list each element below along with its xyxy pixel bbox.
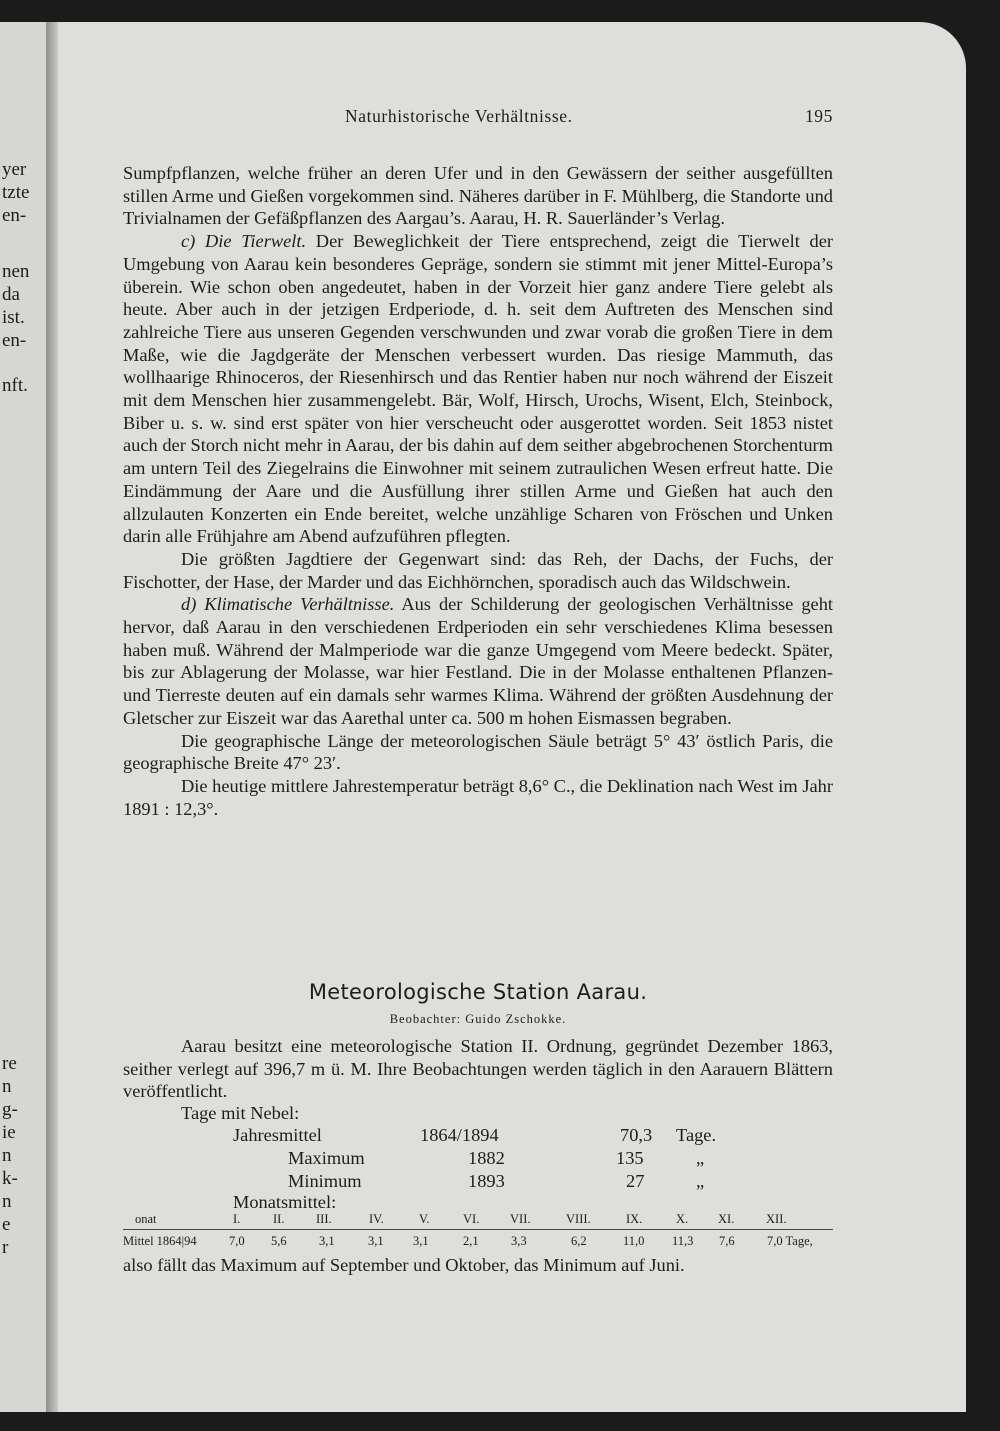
page-number: 195 bbox=[804, 106, 833, 126]
month-header: V. bbox=[419, 1212, 430, 1226]
section-heading-climate: d) Klimatische Verhältnisse. bbox=[181, 594, 395, 615]
prev-page-fragment: k- bbox=[2, 1168, 18, 1189]
fog-label-row bbox=[123, 1103, 833, 1126]
fog-row-period: 1864/1894 bbox=[420, 1125, 499, 1145]
prev-page-fragment: tzte bbox=[2, 182, 30, 203]
month-header: IX. bbox=[626, 1212, 643, 1226]
paragraph-game-animals: Die größten Jagdtiere der Gegenwart sind: das Reh, der Dachs, der Fuchs, der Fischotter, der Hase, der Marder und das Eichhörnchen, sporadisch auch das Wildschwein. bbox=[123, 548, 833, 592]
section-heading-fauna: c) Die Tierwelt. bbox=[181, 231, 307, 252]
station-intro-block bbox=[123, 1035, 833, 1103]
month-header: VI. bbox=[463, 1212, 480, 1226]
prev-page-fragment: n bbox=[2, 1191, 12, 1212]
monthly-label: Monatsmittel: bbox=[233, 1192, 337, 1212]
monthly-row-label: Mittel 1864|94 bbox=[123, 1234, 197, 1248]
fog-row-value: 70,3 bbox=[620, 1125, 653, 1145]
previous-page-edge bbox=[0, 22, 46, 1412]
month-header: VIII. bbox=[566, 1212, 591, 1226]
fog-row bbox=[123, 1171, 833, 1194]
fog-row-unit: Tage. bbox=[676, 1125, 717, 1145]
prev-page-fragment: da bbox=[2, 284, 20, 305]
month-value: 7,6 bbox=[719, 1234, 735, 1248]
book-gutter bbox=[46, 22, 58, 1412]
month-value: 5,6 bbox=[271, 1234, 287, 1248]
fog-row-unit: „ bbox=[696, 1148, 705, 1168]
month-header: X. bbox=[676, 1212, 689, 1226]
month-value: 7,0 Tage, bbox=[767, 1234, 813, 1248]
month-value: 2,1 bbox=[463, 1234, 479, 1248]
fog-row-label: Jahresmittel bbox=[233, 1125, 322, 1145]
monthly-corner-label: onat bbox=[135, 1212, 157, 1226]
prev-page-fragment: r bbox=[2, 1237, 9, 1258]
prev-page-fragment: yer bbox=[2, 159, 27, 180]
conclusion-block bbox=[123, 1254, 833, 1277]
monthly-table-header bbox=[123, 1212, 833, 1230]
paragraph-fauna-text: Der Beweglichkeit der Tiere entsprechend, zeigt die Tierwelt der Umgebung von Aarau kein besonderes Gepräge, sondern sie stimmt mit jener Mittel-Europa’s überein. Wie schon oben angedeutet, haben in der Vorzeit hier ganz andere Tiere gelebt als heute. Aber auch in der jetzigen Erdperiode, d. h. seit dem Auftreten des Menschen sind zahlreiche Tiere aus unseren Gegenden verschwunden und zwar vorab die großen Tiere in dem Maße, wie die Jagdgeräte der Menschen verbessert wurden. Das riesige Mammuth, das wollhaarige Rhinoceros, der Riesenhirsch und das Rentier haben nur noch während der Eiszeit mit dem Menschen hier zusammengelebt. Bär, Wolf, Hirsch, Urochs, Wisent, Elch, Steinbock, Biber u. s. w. sind erst später von hier verscheucht oder ausgerottet worden. Seit 1853 nistet auch der Storch nicht mehr in Aarau, der bis dahin auf dem seither abgebrochenen Storchenturm am untern Teil des Ziegelrains die Einwohner mit seinem zutraulichen Wesen erfreut hatte. Die Eindämmung der Aare und die Ausfüllung ihrer stillen Arme und Gießen hat auch den allzulauten Konzerten ein Ende bereitet, welche unzählige Scharen von Fröschen und Unken darin alle Frühjahre am Abend aufzuführen pflegten. bbox=[123, 231, 833, 547]
prev-page-fragment: ist. bbox=[2, 307, 25, 328]
running-title: Naturhistorische Verhältnisse. bbox=[345, 106, 573, 126]
section-title-station: Meteorologische Station Aarau. bbox=[308, 980, 648, 1004]
paragraph-climate bbox=[123, 593, 833, 729]
table-rule bbox=[123, 1229, 833, 1230]
fog-row-value: 135 bbox=[616, 1148, 644, 1168]
month-value: 3,3 bbox=[511, 1234, 527, 1248]
month-value: 3,1 bbox=[319, 1234, 335, 1248]
month-value: 11,3 bbox=[672, 1234, 694, 1248]
month-value: 7,0 bbox=[229, 1234, 245, 1248]
body-text bbox=[123, 162, 833, 820]
paragraph-temperature: Die heutige mittlere Jahrestemperatur beträgt 8,6° C., die Deklination nach West im Jahr 1891 : 12,3°. bbox=[123, 775, 833, 819]
month-value: 11,0 bbox=[623, 1234, 645, 1248]
month-header: XI. bbox=[718, 1212, 735, 1226]
prev-page-fragment: g- bbox=[2, 1099, 18, 1120]
station-observer: Beobachter: Guido Zschokke. bbox=[389, 1012, 567, 1026]
fog-row bbox=[123, 1148, 833, 1171]
fog-row-value: 27 bbox=[626, 1171, 645, 1191]
prev-page-fragment: en- bbox=[2, 330, 27, 351]
month-value: 3,1 bbox=[413, 1234, 429, 1248]
fog-label: Tage mit Nebel: bbox=[181, 1103, 300, 1123]
paragraph-geography: Die geographische Länge der meteorologischen Säule beträgt 5° 43′ östlich Paris, die geographische Breite 47° 23′. bbox=[123, 730, 833, 774]
paragraph-plants: Sumpfpflanzen, welche früher an deren Ufer und in den Gewässern der seither ausgefüllten stillen Arme und Gießen vorgekommen sind. Näheres darüber in F. Mühlberg, die Standorte und Trivialnamen der Gefäßpflanzen des Aargau’s. Aarau, H. R. Sauerländer’s Verlag. bbox=[123, 163, 833, 229]
prev-page-fragment: en- bbox=[2, 205, 27, 226]
fog-row-label: Minimum bbox=[288, 1171, 362, 1191]
prev-page-fragment: n bbox=[2, 1145, 12, 1166]
prev-page-fragment: re bbox=[2, 1053, 17, 1074]
paragraph-fauna bbox=[123, 230, 833, 548]
month-header: IV. bbox=[369, 1212, 384, 1226]
paragraph-climate-text: Aus der Schilderung der geologischen Verhältnisse geht hervor, daß Aarau in den verschiedenen Erdperioden ein sehr verschiedenes Klima besessen haben muß. Während der Malmperiode war die ganze Umgegend vom Meere bedeckt. Später, bis zur Ablagerung der Molasse, war hier Festland. Die in der Molasse enthaltenen Pflanzen- und Tierreste deuten auf ein damals sehr warmes Klima. Während der größten Ausdehnung der Gletscher zur Eiszeit war das Aarethal unter ca. 500 m hohen Eismassen begraben. bbox=[123, 594, 834, 728]
prev-page-fragment: nen bbox=[2, 261, 30, 282]
month-header: VII. bbox=[510, 1212, 531, 1226]
prev-page-fragment: ie bbox=[2, 1122, 16, 1143]
book-page bbox=[58, 22, 966, 1412]
fog-row-unit: „ bbox=[696, 1171, 705, 1191]
fog-row-label: Maximum bbox=[288, 1148, 365, 1168]
month-value: 3,1 bbox=[368, 1234, 384, 1248]
monthly-table-row bbox=[123, 1234, 833, 1252]
running-head bbox=[123, 106, 833, 130]
prev-page-fragment: e bbox=[2, 1214, 11, 1235]
fog-row-period: 1882 bbox=[468, 1148, 505, 1168]
station-intro: Aarau besitzt eine meteorologische Station II. Ordnung, gegründet Dezember 1863, seither verlegt auf 396,7 m ü. M. Ihre Beobachtungen werden täglich in den Aarauern Blättern veröffentlicht. bbox=[123, 1036, 833, 1102]
fog-row-period: 1893 bbox=[468, 1171, 505, 1191]
conclusion-text: also fällt das Maximum auf September und Oktober, das Minimum auf Juni. bbox=[123, 1255, 685, 1275]
month-header: XII. bbox=[766, 1212, 787, 1226]
prev-page-fragment: nft. bbox=[2, 375, 28, 396]
month-header: II. bbox=[273, 1212, 285, 1226]
prev-page-fragment: n bbox=[2, 1076, 12, 1097]
month-header: I. bbox=[233, 1212, 241, 1226]
month-header: III. bbox=[316, 1212, 332, 1226]
fog-row bbox=[123, 1125, 833, 1148]
month-value: 6,2 bbox=[571, 1234, 587, 1248]
